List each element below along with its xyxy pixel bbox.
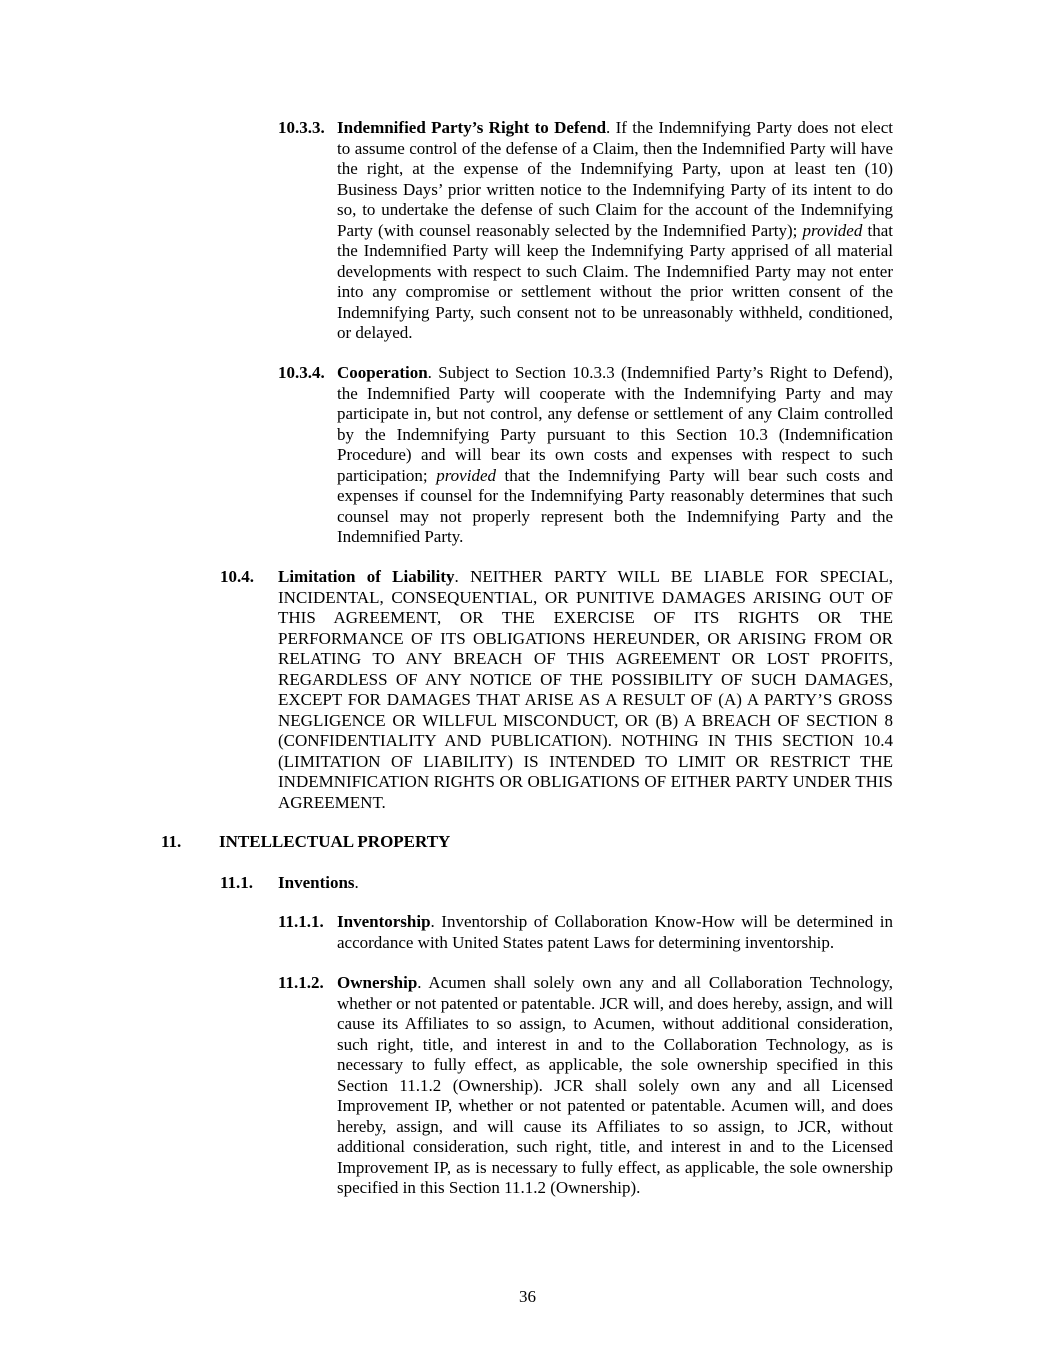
section-body	[337, 912, 893, 953]
section-heading: INTELLECTUAL PROPERTY	[219, 832, 451, 851]
section-text: . NEITHER PARTY WILL BE LIABLE FOR SPECIAL, INCIDENTAL, CONSEQUENTIAL, OR PUNITIVE DAMAGES ARISING OUT OF THIS AGREEMENT, OR THE EXERCISE OF ITS RIGHTS OR THE PERFORMANCE OF ITS OBLIGATIONS HEREUNDER, OR ARISING FROM OR RELATING TO ANY BREACH OF THIS AGREEMENT OR LOST PROFITS, REGARDLESS OF ANY NOTICE OF THE POSSIBILITY OF SUCH DAMAGES, EXCEPT FOR DAMAGES THAT ARISE AS A RESULT OF (A) A PARTY’S GROSS NEGLIGENCE OR WILLFUL MISCONDUCT, OR (B) A BREACH OF SECTION 8 (CONFIDENTIALITY AND PUBLICATION). NOTHING IN THIS SECTION 10.4 (LIMITATION OF LIABILITY) IS INTENDED TO LIMIT OR RESTRICT THE INDEMNIFICATION RIGHTS OR OBLIGATIONS OF EITHER PARTY UNDER THIS AGREEMENT.	[278, 567, 893, 812]
section-11-1-2	[278, 973, 893, 1199]
section-number: 10.4.	[220, 567, 254, 586]
section-text: . Inventorship of Collaboration Know-How will be determined in accordance with United States patent Laws for determining inventorship.	[337, 912, 893, 952]
italic-term: provided	[436, 465, 496, 485]
section-body	[337, 973, 893, 1199]
section-text: that the Indemnified Party will keep the Indemnifying Party apprised of all material developments with respect to such Claim. The Indemnified Party may not enter into any compromise or settlement without the prior written consent of the Indemnifying Party, such consent not to be unreasonably withheld, conditioned, or delayed.	[337, 220, 893, 342]
section-heading: Inventions	[278, 873, 355, 892]
section-body	[278, 567, 893, 813]
section-body	[337, 363, 893, 548]
section-heading: Limitation of Liability	[278, 567, 455, 586]
section-10-3-3	[278, 118, 893, 344]
section-number: 10.3.4.	[278, 363, 325, 382]
section-number: 11.1.2.	[278, 973, 324, 992]
section-heading: Cooperation	[337, 363, 428, 382]
section-text: . Subject to Section 10.3.3 (Indemnified Party’s Right to Defend), the Indemnified Party will cooperate with the Indemnifying Party and may participate in, but not control, any defense or settlement of any Claim controlled by the Indemnifying Party pursuant to this Section 10.3 (Indemnification Procedure) and will bear its own costs and expenses with respect to such participation;	[337, 363, 893, 485]
section-text: . If the Indemnifying Party does not elect to assume control of the defense of a Claim, then the Indemnified Party will have the right, at the expense of the Indemnifying Party, upon at least ten (10) Business Days’ prior written notice to the Indemnifying Party of its intent to do so, to undertake the defense of such Claim for the account of the Indemnifying Party (with counsel reasonably selected by the Indemnified Party);	[337, 118, 893, 240]
section-heading: Ownership	[337, 973, 418, 992]
section-10-3-4	[278, 363, 893, 548]
section-number: 10.3.3.	[278, 118, 325, 137]
section-text: .	[354, 873, 359, 892]
section-text: that the Indemnifying Party will bear such costs and expenses if counsel for the Indemnifying Party reasonably determines that such counsel may not properly represent both the Indemnifying Party and the Indemnified Party.	[337, 465, 893, 546]
section-heading: Indemnified Party’s Right to Defend	[337, 118, 607, 137]
section-body	[337, 118, 893, 344]
section-11-1-1	[278, 912, 893, 953]
section-number: 11.	[161, 832, 182, 851]
section-number: 11.1.	[220, 873, 254, 892]
section-11-1	[220, 873, 893, 894]
section-text: . Acumen shall solely own any and all Collaboration Technology, whether or not patented or patentable. JCR will, and does hereby, assign, and will cause its Affiliates to so assign, to Acumen, without additional consideration, such right, title, and interest in and to the Collaboration Technology, as is necessary to fully effect, as applicable, the sole ownership specified in this Section 11.1.2 (Ownership). JCR shall solely own any and all Licensed Improvement IP, whether or not patented or patentable. Acumen will, and does hereby, assign, and will cause its Affiliates to so assign, to JCR, without additional consideration, such right, title, and interest in and to the Licensed Improvement IP, as is necessary to fully effect, as applicable, the sole ownership specified in this Section 11.1.2 (Ownership).	[337, 973, 893, 1197]
section-11	[161, 832, 893, 853]
section-heading: Inventorship	[337, 912, 431, 931]
page-number: 36	[519, 1287, 536, 1306]
section-number: 11.1.1.	[278, 912, 324, 931]
section-body	[278, 873, 893, 894]
italic-term: provided	[802, 220, 863, 240]
section-10-4	[220, 567, 893, 813]
